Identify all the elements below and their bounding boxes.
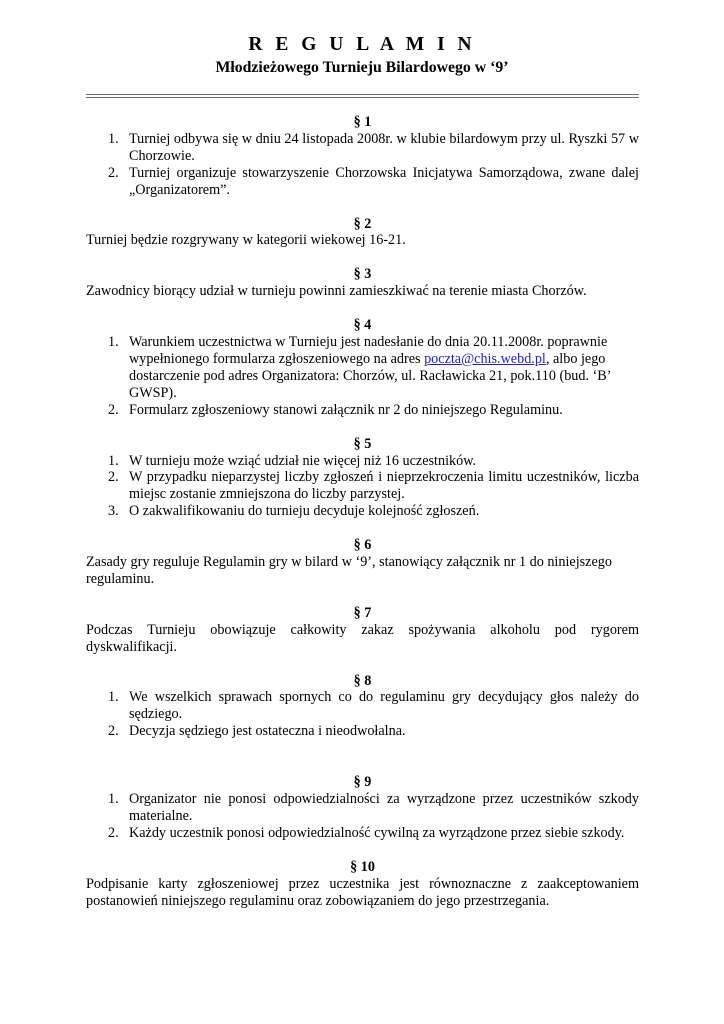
section-heading: § 7 [353,604,372,621]
list-item [86,723,639,740]
section-4 [86,317,639,418]
section-list [86,791,639,842]
list-text: W przypadku nieparzystej liczby zgłoszeń i nieprzekroczenia limitu uczestników, liczba miejsc zostanie zmniejszona do liczby parzystej. [129,469,639,503]
list-text: W turnieju może wziąć udział nie więcej niż 16 uczestników. [129,452,477,469]
section-heading: § 4 [353,317,372,334]
list-text-continued: , albo jego dostarczenie pod adres Organizatora: Chorzów, ul. Racławicka 21, pok.110 (bud. ‘B’ GWSP). [129,350,611,401]
section-text: Podpisanie karty zgłoszeniowej przez uczestnika jest równoznaczne z zaakceptowaniem postanowień niniejszego regulaminu oraz zobowiązaniem do jego przestrzegania. [86,875,639,909]
list-number: 3. [108,503,119,520]
list-item [86,402,639,419]
document-subtitle: Młodzieżowego Turnieju Bilardowego w ‘9’ [215,59,509,76]
section-3 [86,266,639,300]
list-text: Turniej organizuje stowarzyszenie Chorzowska Inicjatywa Samorządowa, zwane dalej „Organizatorem”. [129,164,639,198]
section-5 [86,436,639,521]
list-text: O zakwalifikowaniu do turnieju decyduje kolejność zgłoszeń. [129,503,480,520]
section-text: Zawodnicy biorący udział w turnieju powinni zamieszkiwać na terenie miasta Chorzów. [86,283,587,300]
list-text: Warunkiem uczestnictwa w Turnieju jest nadesłanie do dnia 20.11.2008r. poprawnie wypełnionego formularza zgłoszeniowego na adres [129,334,608,367]
section-text: Turniej będzie rozgrywany w kategorii wiekowej 16-21. [86,232,406,249]
section-10 [86,859,639,910]
list-item [86,131,639,165]
list-number: 1. [108,689,119,706]
list-number: 1. [108,452,119,469]
document-title: R E G U L A M I N [248,34,476,55]
list-number: 1. [108,334,119,351]
section-heading: § 9 [353,774,372,791]
list-text: Każdy uczestnik ponosi odpowiedzialność cywilną za wyrządzone przez siebie szkody. [129,824,625,841]
section-heading: § 3 [353,266,372,283]
section-heading: § 1 [353,114,372,130]
section-text: Podczas Turnieju obowiązuje całkowity zakaz spożywania alkoholu pod rygorem dyskwalifikacji. [86,621,639,655]
section-list [86,689,639,740]
list-number: 2. [108,469,119,486]
list-item [86,453,639,470]
section-1 [86,114,639,199]
list-number: 2. [108,723,119,740]
list-text: Turniej odbywa się w dniu 24 listopada 2008r. w klubie bilardowym przy ul. Ryszki 57 w Chorzowie. [129,130,639,164]
section-9 [86,774,639,842]
list-item [86,825,639,842]
list-number: 1. [108,130,119,147]
section-8 [86,673,639,741]
list-text: Decyzja sędziego jest ostateczna i nieodwołalna. [129,723,406,740]
list-item [86,689,639,723]
list-text: Organizator nie ponosi odpowiedzialności za wyrządzone przez uczestników szkody materialne. [129,791,639,824]
section-heading: § 5 [353,435,372,452]
list-item [86,334,639,402]
title-divider [86,94,639,98]
list-number: 2. [108,824,119,841]
list-item [86,503,639,520]
section-list [86,131,639,199]
section-list [86,334,639,419]
list-text: Formularz zgłoszeniowy stanowi załącznik nr 2 do niniejszego Regulaminu. [129,401,563,418]
section-6 [86,537,639,588]
section-heading: § 6 [353,537,372,554]
list-number: 2. [108,164,119,181]
document-body [86,114,639,910]
section-7 [86,605,639,656]
list-item [86,469,639,503]
section-list [86,453,639,521]
section-heading: § 10 [350,858,375,875]
list-item [86,791,639,825]
section-text: Zasady gry reguluje Regulamin gry w bilard w ‘9’, stanowiący załącznik nr 1 do niniejszego regulaminu. [86,554,612,587]
list-item [86,165,639,199]
list-number: 2. [108,401,119,418]
section-heading: § 8 [353,672,372,689]
section-heading: § 2 [353,215,372,232]
section-2 [86,216,639,250]
list-text: We wszelkich sprawach spornych co do regulaminu gry decydujący głos należy do sędziego. [129,689,639,723]
email-link[interactable]: poczta@chis.webd.pl [424,350,546,367]
list-number: 1. [108,791,119,808]
